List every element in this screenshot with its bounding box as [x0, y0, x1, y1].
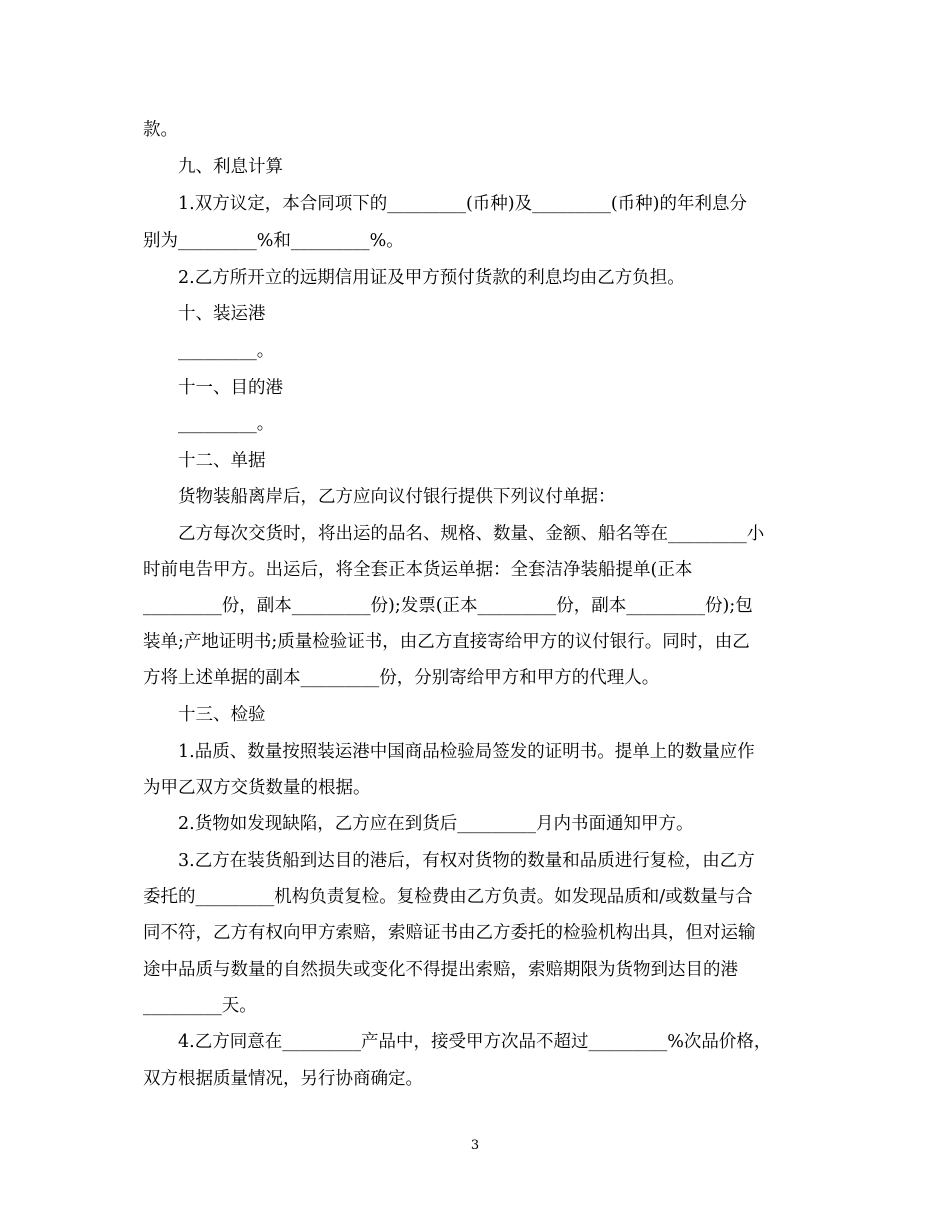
paragraph-line: 为甲乙双方交货数量的根据。: [143, 778, 371, 798]
paragraph-line: 1.品质、数量按照装运港中国商品检验局签发的证明书。提单上的数量应作: [178, 742, 755, 762]
section-heading-interest: 九、利息计算: [178, 157, 283, 177]
paragraph-line: 双方根据质量情况，另行协商确定。: [143, 1069, 423, 1089]
section-heading-inspection: 十三、检验: [178, 705, 266, 725]
paragraph-line: 别为_________%和_________%。: [143, 231, 404, 251]
paragraph-line: 1.双方议定，本合同项下的_________(币种)及_________(币种)的年利息分: [178, 194, 748, 214]
paragraph-line: 途中品质与数量的自然损失或变化不得提出索赔，索赔期限为货物到达目的港: [143, 960, 738, 980]
paragraph-line: 4.乙方同意在_________产品中，接受甲方次品不超过_________%次品价格，: [178, 1032, 772, 1052]
paragraph-line: _________天。: [143, 996, 257, 1016]
paragraph-line: _________。: [178, 414, 275, 434]
section-heading-documents: 十二、单据: [178, 451, 266, 471]
paragraph-line: _________。: [178, 341, 275, 361]
paragraph-line: 装单;产地证明书;质量检验证书，由乙方直接寄给甲方的议付银行。同时，由乙: [143, 632, 750, 652]
paragraph-line: 款。: [143, 120, 178, 140]
paragraph-line: 时前电告甲方。出运后，将全套正本货运单据：全套洁净装船提单(正本: [143, 560, 693, 580]
paragraph-line: 同不符，乙方有权向甲方索赔，索赔证书由乙方委托的检验机构出具，但对运输: [143, 923, 756, 943]
section-heading-port-of-loading: 十、装运港: [178, 304, 266, 324]
paragraph-line: 委托的_________机构负责复检。复检费由乙方负责。如发现品质和/或数量与合: [143, 887, 753, 907]
section-heading-destination-port: 十一、目的港: [178, 378, 283, 398]
paragraph-line: 乙方每次交货时，将出运的品名、规格、数量、金额、船名等在_________小: [178, 524, 765, 544]
paragraph-line: 货物装船离岸后，乙方应向议付银行提供下列议付单据：: [178, 487, 616, 507]
paragraph-line: 方将上述单据的副本_________份，分别寄给甲方和甲方的代理人。: [143, 668, 660, 688]
paragraph-line: 2.乙方所开立的远期信用证及甲方预付货款的利息均由乙方负担。: [178, 268, 685, 288]
page-number: 3: [470, 1138, 480, 1153]
paragraph-line: 3.乙方在装货船到达目的港后，有权对货物的数量和品质进行复检，由乙方: [178, 851, 755, 871]
paragraph-line: _________份，副本_________份);发票(正本_________份，副本_________份);包: [143, 596, 753, 616]
paragraph-line: 2.货物如发现缺陷，乙方应在到货后_________月内书面通知甲方。: [178, 814, 694, 834]
